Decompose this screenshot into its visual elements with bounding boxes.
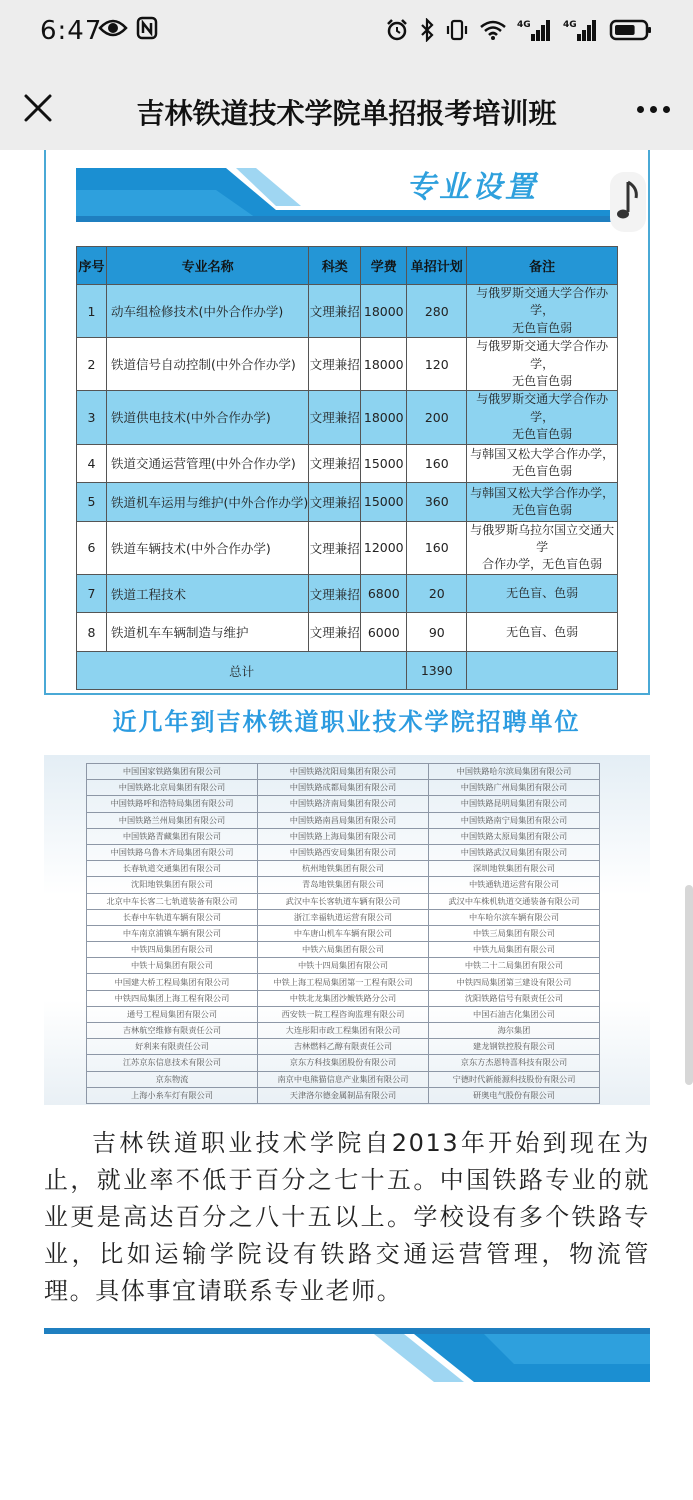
company-cell: 中国铁路济南局集团有限公司 xyxy=(258,796,429,812)
cell-no: 7 xyxy=(77,574,107,613)
cell-fee: 18000 xyxy=(361,391,407,444)
company-row xyxy=(87,828,600,844)
vibrate-icon xyxy=(445,18,469,42)
cell-fee: 18000 xyxy=(361,285,407,338)
bluetooth-icon xyxy=(419,18,435,42)
company-cell: 海尔集团 xyxy=(429,1023,600,1039)
note-line: 无色盲色弱 xyxy=(512,427,573,442)
note-line: 与韩国又松大学合作办学， xyxy=(470,446,615,461)
cell-type: 文理兼招 xyxy=(309,521,361,574)
company-cell: 中国铁路乌鲁木齐局集团有限公司 xyxy=(87,844,258,860)
header-fee: 学费 xyxy=(361,247,407,285)
cell-no: 5 xyxy=(77,483,107,522)
cell-no: 3 xyxy=(77,391,107,444)
company-cell: 长春中车轨道车辆有限公司 xyxy=(87,909,258,925)
company-cell: 长春轨道交通集团有限公司 xyxy=(87,861,258,877)
more-icon-dot xyxy=(663,106,670,113)
company-cell: 南京中电熊猫信息产业集团有限公司 xyxy=(258,1071,429,1087)
battery-icon xyxy=(609,18,653,42)
company-cell: 中车南京浦镇车辆有限公司 xyxy=(87,925,258,941)
cell-note xyxy=(467,391,618,444)
header-note: 备注 xyxy=(467,247,618,285)
company-row xyxy=(87,1006,600,1022)
company-cell: 杭州地铁集团有限公司 xyxy=(258,861,429,877)
status-time: 6:47 xyxy=(40,16,103,46)
company-cell: 中国铁路南宁局集团有限公司 xyxy=(429,812,600,828)
company-cell: 沈阳地铁集团有限公司 xyxy=(87,877,258,893)
table-row xyxy=(77,521,618,574)
cell-name: 铁道机车运用与维护(中外合作办学) xyxy=(107,483,309,522)
wifi-icon xyxy=(479,19,507,41)
company-cell: 中国铁路呼和浩特局集团有限公司 xyxy=(87,796,258,812)
company-cell: 中国铁路太原局集团有限公司 xyxy=(429,828,600,844)
company-cell: 中铁六局集团有限公司 xyxy=(258,942,429,958)
header-type: 科类 xyxy=(309,247,361,285)
cell-type: 文理兼招 xyxy=(309,483,361,522)
company-cell: 青岛地铁集团有限公司 xyxy=(258,877,429,893)
company-cell: 中国国家铁路集团有限公司 xyxy=(87,764,258,780)
company-row xyxy=(87,812,600,828)
company-row xyxy=(87,796,600,812)
company-cell: 浙江幸福轨道运营有限公司 xyxy=(258,909,429,925)
company-cell: 天津洛尔德金属制品有限公司 xyxy=(258,1087,429,1103)
company-row xyxy=(87,877,600,893)
company-cell: 中铁北龙集团沙鲅铁路分公司 xyxy=(258,990,429,1006)
company-row xyxy=(87,990,600,1006)
note-line: 与俄罗斯交通大学合作办学， xyxy=(476,339,609,371)
nav-bar xyxy=(0,68,693,150)
company-cell: 中国铁路沈阳局集团有限公司 xyxy=(258,764,429,780)
cell-note xyxy=(467,338,618,391)
note-line: 无色盲色弱 xyxy=(512,320,573,335)
recruiters-table xyxy=(86,763,600,1104)
company-cell: 沈阳铁路信号有限责任公司 xyxy=(429,990,600,1006)
cell-note xyxy=(467,285,618,338)
company-cell: 中铁上海工程局集团第一工程有限公司 xyxy=(258,974,429,990)
music-note-button[interactable] xyxy=(610,172,646,232)
company-row xyxy=(87,909,600,925)
company-cell: 中国铁路兰州局集团有限公司 xyxy=(87,812,258,828)
heading-decoration xyxy=(76,168,621,228)
note-line: 无色盲色弱 xyxy=(512,373,573,388)
company-row xyxy=(87,893,600,909)
company-cell: 中国铁路武汉局集团有限公司 xyxy=(429,844,600,860)
company-cell: 京东方杰恩特喜科技有限公司 xyxy=(429,1055,600,1071)
table-row xyxy=(77,613,618,652)
cell-note xyxy=(467,444,618,483)
signal-icon xyxy=(517,18,553,42)
company-cell: 中国石油吉化集团公司 xyxy=(429,1006,600,1022)
cell-name: 铁道供电技术(中外合作办学) xyxy=(107,391,309,444)
company-cell: 中铁四局集团第三建设有限公司 xyxy=(429,974,600,990)
cell-plan: 90 xyxy=(407,613,467,652)
company-cell: 中铁四局集团有限公司 xyxy=(87,942,258,958)
company-row xyxy=(87,1087,600,1103)
table-row xyxy=(77,285,618,338)
company-cell: 大连彤阳市政工程集团有限公司 xyxy=(258,1023,429,1039)
cell-plan: 160 xyxy=(407,521,467,574)
cell-no: 1 xyxy=(77,285,107,338)
company-cell: 京东方科技集团股份有限公司 xyxy=(258,1055,429,1071)
company-cell: 中铁十四局集团有限公司 xyxy=(258,958,429,974)
cell-plan: 20 xyxy=(407,574,467,613)
cell-plan: 160 xyxy=(407,444,467,483)
company-cell: 深圳地铁集团有限公司 xyxy=(429,861,600,877)
company-cell: 通号工程局集团有限公司 xyxy=(87,1006,258,1022)
cell-note xyxy=(467,613,618,652)
company-cell: 宁德时代新能源科技股份有限公司 xyxy=(429,1071,600,1087)
footer-decoration xyxy=(44,1320,650,1400)
cell-plan: 200 xyxy=(407,391,467,444)
company-cell: 中铁二十二局集团有限公司 xyxy=(429,958,600,974)
company-row xyxy=(87,1039,600,1055)
company-cell: 中国铁路北京局集团有限公司 xyxy=(87,780,258,796)
company-cell: 研奥电气股份有限公司 xyxy=(429,1087,600,1103)
page-scrollbar[interactable] xyxy=(685,885,693,1085)
table-row xyxy=(77,483,618,522)
cell-type: 文理兼招 xyxy=(309,574,361,613)
table-header-row xyxy=(77,247,618,285)
company-row xyxy=(87,764,600,780)
cell-fee: 6000 xyxy=(361,613,407,652)
company-cell: 中国建大桥工程局集团有限公司 xyxy=(87,974,258,990)
company-cell: 中铁九局集团有限公司 xyxy=(429,942,600,958)
eye-icon xyxy=(98,16,128,40)
cell-no: 6 xyxy=(77,521,107,574)
article-content xyxy=(0,150,693,1500)
company-cell: 中国铁路西安局集团有限公司 xyxy=(258,844,429,860)
company-cell: 中铁三局集团有限公司 xyxy=(429,925,600,941)
company-cell: 中国铁路广州局集团有限公司 xyxy=(429,780,600,796)
company-row xyxy=(87,1055,600,1071)
cell-fee: 18000 xyxy=(361,338,407,391)
signal-icon xyxy=(563,18,599,42)
cell-plan: 120 xyxy=(407,338,467,391)
company-cell: 吉林航空维修有限责任公司 xyxy=(87,1023,258,1039)
more-icon-dot xyxy=(650,106,657,113)
company-cell: 建龙钢铁控股有限公司 xyxy=(429,1039,600,1055)
more-icon xyxy=(637,106,644,113)
cell-fee: 15000 xyxy=(361,444,407,483)
table-row xyxy=(77,444,618,483)
cell-note xyxy=(467,483,618,522)
cell-name: 铁道工程技术 xyxy=(107,574,309,613)
company-row xyxy=(87,974,600,990)
company-cell: 中铁十局集团有限公司 xyxy=(87,958,258,974)
employment-paragraph: 吉林铁道职业技术学院自2013年开始到现在为止，就业率不低于百分之七十五。中国铁路专业的就业更是高达百分之八十五以上。学校设有多个铁路专业，比如运输学院设有铁路交通运营管理，物流管理。具体事宜请联系专业老师。 xyxy=(44,1129,650,1305)
company-row xyxy=(87,780,600,796)
alarm-icon xyxy=(385,18,409,42)
company-cell: 西安铁一院工程咨询监理有限公司 xyxy=(258,1006,429,1022)
note-line: 合作办学，无色盲色弱 xyxy=(482,557,603,572)
company-cell: 武汉中车长客轨道车辆有限公司 xyxy=(258,893,429,909)
section-heading: 专业设置 xyxy=(406,170,538,205)
cell-note xyxy=(467,574,618,613)
total-note xyxy=(467,652,618,690)
note-line: 无色盲色弱 xyxy=(512,464,573,479)
company-cell: 北京中车长客二七轨道装备有限公司 xyxy=(87,893,258,909)
company-cell: 中铁通轨道运营有限公司 xyxy=(429,877,600,893)
recruiters-image xyxy=(44,755,650,1105)
svg-text:4G: 4G xyxy=(563,20,577,30)
company-row xyxy=(87,942,600,958)
close-icon xyxy=(18,88,58,128)
company-row xyxy=(87,861,600,877)
cell-note xyxy=(467,521,618,574)
company-cell: 江苏京东信息技术有限公司 xyxy=(87,1055,258,1071)
company-cell: 中国铁路昆明局集团有限公司 xyxy=(429,796,600,812)
cell-fee: 12000 xyxy=(361,521,407,574)
header-name: 专业名称 xyxy=(107,247,309,285)
header-no: 序号 xyxy=(77,247,107,285)
table-row xyxy=(77,574,618,613)
note-line: 与俄罗斯交通大学合作办学， xyxy=(476,286,609,318)
svg-text:4G: 4G xyxy=(517,20,531,30)
note-line: 与俄罗斯交通大学合作办学， xyxy=(476,392,609,424)
note-line: 与俄罗斯乌拉尔国立交通大学 xyxy=(470,522,615,555)
table-row xyxy=(77,338,618,391)
cell-name: 铁道信号自动控制(中外合作办学) xyxy=(107,338,309,391)
nfc-icon xyxy=(136,16,158,40)
company-cell: 中国铁路成都局集团有限公司 xyxy=(258,780,429,796)
cell-plan: 280 xyxy=(407,285,467,338)
company-cell: 中国铁路哈尔滨局集团有限公司 xyxy=(429,764,600,780)
total-label: 总计 xyxy=(77,652,407,690)
company-cell: 中车哈尔滨车辆有限公司 xyxy=(429,909,600,925)
close-button[interactable] xyxy=(18,88,58,128)
page-title: 吉林铁道技术学院单招报考培训班 xyxy=(136,97,557,130)
cell-fee: 15000 xyxy=(361,483,407,522)
major-table xyxy=(76,246,618,690)
note-line: 无色盲色弱 xyxy=(512,502,573,517)
cell-no: 8 xyxy=(77,613,107,652)
cell-type: 文理兼招 xyxy=(309,391,361,444)
company-cell: 中国铁路南昌局集团有限公司 xyxy=(258,812,429,828)
company-cell: 上海小糸车灯有限公司 xyxy=(87,1087,258,1103)
company-row xyxy=(87,958,600,974)
cell-name: 铁道车辆技术(中外合作办学) xyxy=(107,521,309,574)
cell-type: 文理兼招 xyxy=(309,613,361,652)
cell-plan: 360 xyxy=(407,483,467,522)
cell-no: 2 xyxy=(77,338,107,391)
company-row xyxy=(87,1023,600,1039)
company-cell: 中国铁路青藏集团有限公司 xyxy=(87,828,258,844)
company-cell: 中国铁路上海局集团有限公司 xyxy=(258,828,429,844)
recruiters-title: 近几年到吉林铁道职业技术学院招聘单位 xyxy=(112,708,581,736)
note-line: 与韩国又松大学合作办学， xyxy=(470,485,615,500)
total-value: 1390 xyxy=(407,652,467,690)
company-cell: 京东物流 xyxy=(87,1071,258,1087)
more-button[interactable] xyxy=(633,94,673,124)
header-plan: 单招计划 xyxy=(407,247,467,285)
company-cell: 中车唐山机车车辆有限公司 xyxy=(258,925,429,941)
company-cell: 武汉中车株机轨道交通装备有限公司 xyxy=(429,893,600,909)
total-row xyxy=(77,652,618,690)
status-bar xyxy=(0,0,693,68)
major-settings-card xyxy=(44,150,650,695)
cell-no: 4 xyxy=(77,444,107,483)
cell-name: 铁道交通运营管理(中外合作办学) xyxy=(107,444,309,483)
music-note-icon xyxy=(610,172,646,232)
cell-fee: 6800 xyxy=(361,574,407,613)
cell-name: 动车组检修技术(中外合作办学) xyxy=(107,285,309,338)
cell-type: 文理兼招 xyxy=(309,444,361,483)
company-cell: 中铁四局集团上海工程有限公司 xyxy=(87,990,258,1006)
cell-name: 铁道机车车辆制造与维护 xyxy=(107,613,309,652)
table-row xyxy=(77,391,618,444)
note-line: 无色盲、色弱 xyxy=(506,585,579,600)
cell-type: 文理兼招 xyxy=(309,338,361,391)
company-cell: 好利来有限责任公司 xyxy=(87,1039,258,1055)
company-row xyxy=(87,1071,600,1087)
company-cell: 吉林燃料乙醇有限责任公司 xyxy=(258,1039,429,1055)
company-row xyxy=(87,844,600,860)
note-line: 无色盲、色弱 xyxy=(506,624,579,639)
company-row xyxy=(87,925,600,941)
cell-type: 文理兼招 xyxy=(309,285,361,338)
